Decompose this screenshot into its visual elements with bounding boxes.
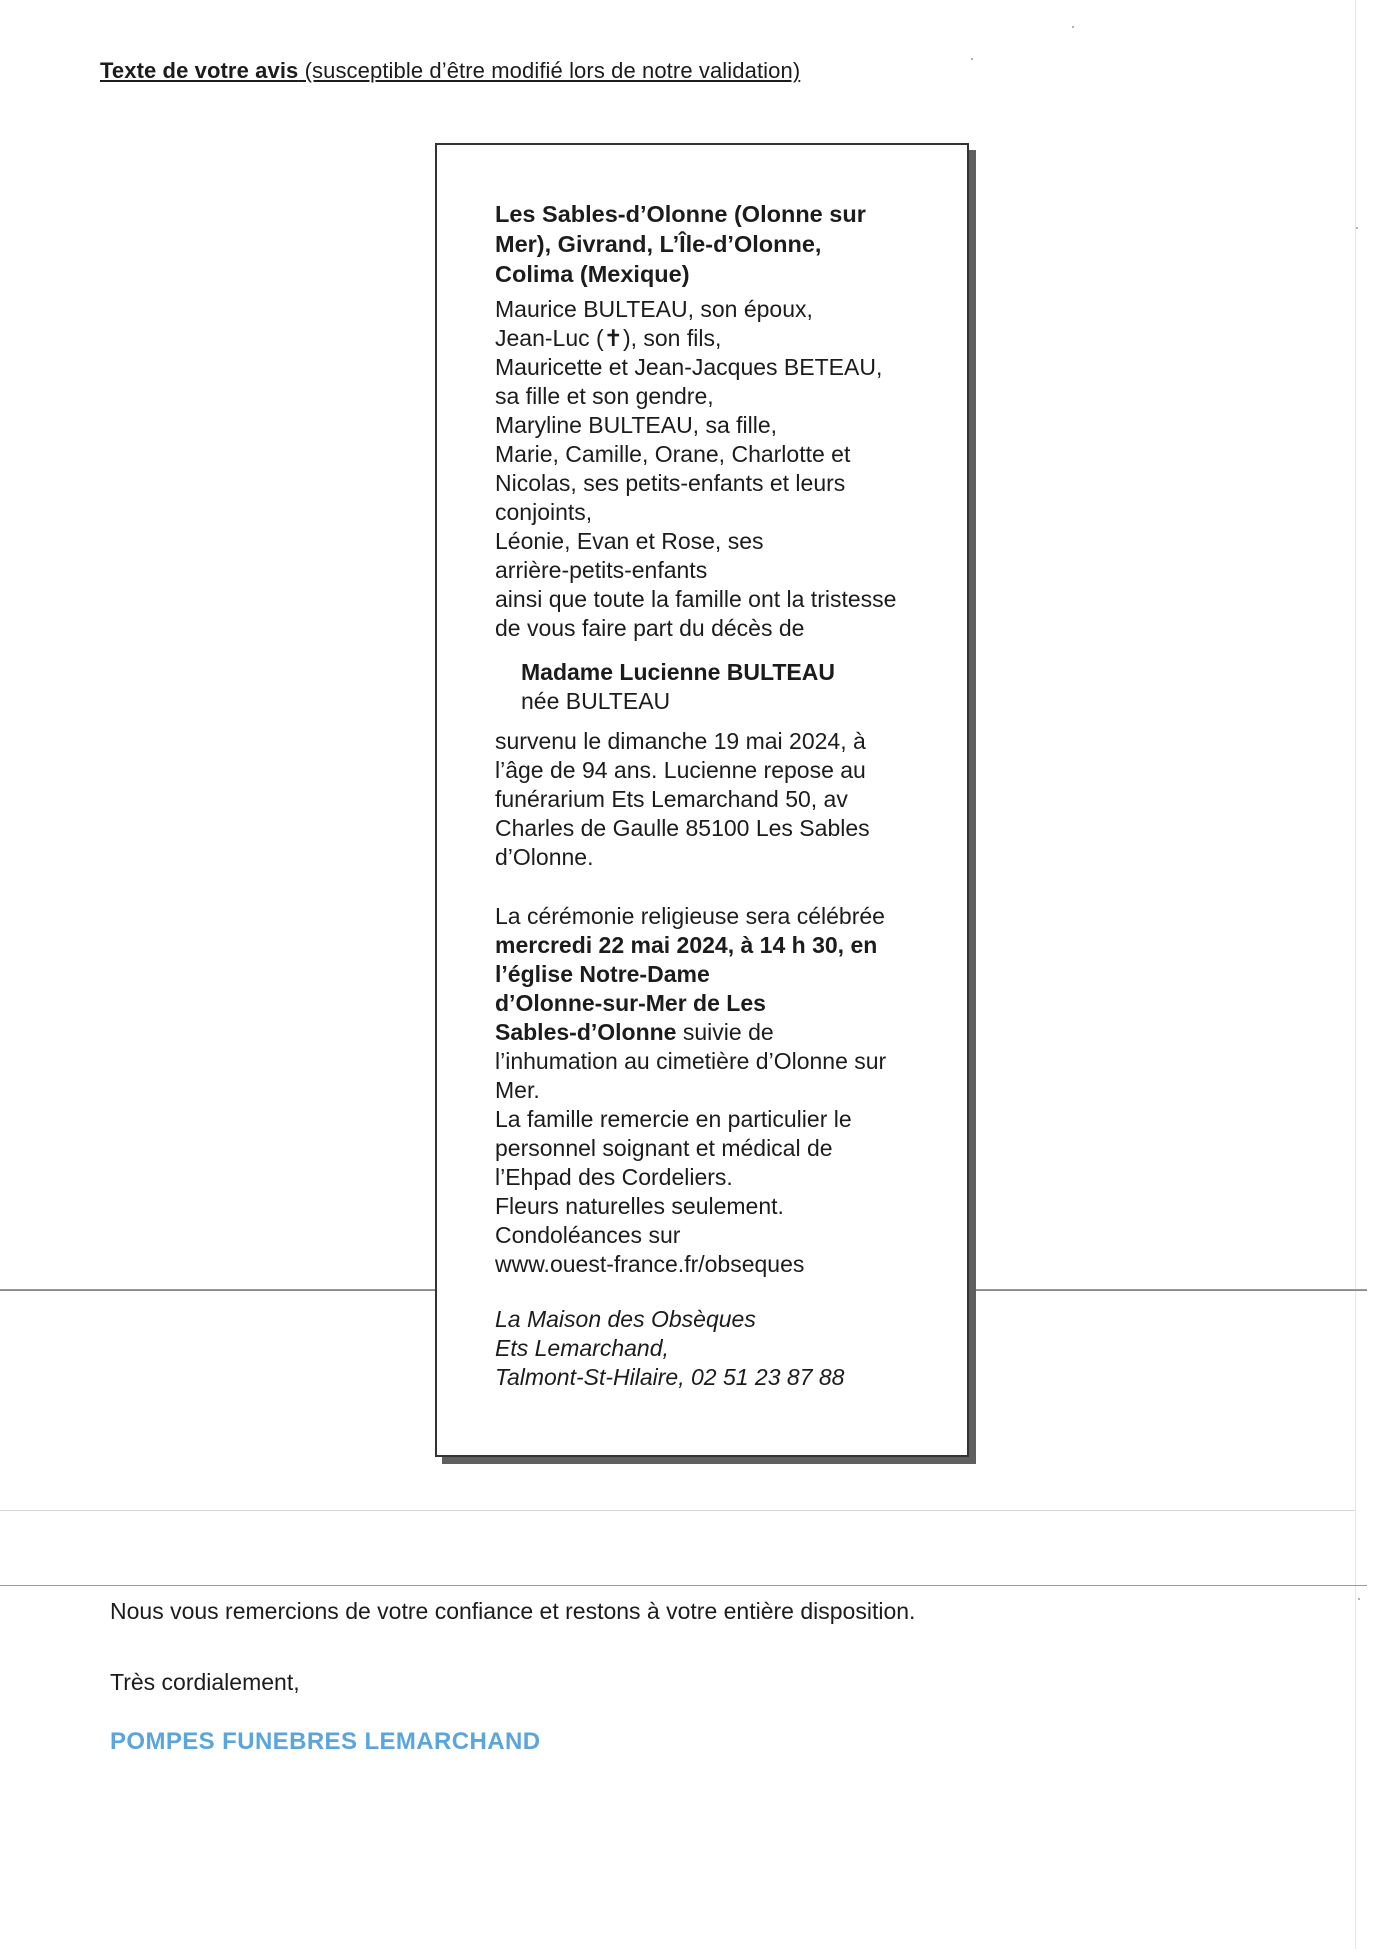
ceremony-line xyxy=(495,1076,540,1105)
death-details-line: d’Olonne. xyxy=(495,844,594,870)
death-details-line: funérarium Ets Lemarchand 50, av xyxy=(495,786,848,812)
family-line: Maryline BULTEAU, sa fille, xyxy=(495,412,778,438)
ceremony-segment: La famille remercie en particulier le xyxy=(495,1106,852,1132)
ceremony-segment: l’inhumation au cimetière d’Olonne sur xyxy=(495,1048,887,1074)
funeral-home-signature-line: Talmont-St-Hilaire, 02 51 23 87 88 xyxy=(495,1364,845,1390)
ceremony-line xyxy=(495,960,710,989)
death-details-line: l’âge de 94 ans. Lucienne repose au xyxy=(495,757,866,783)
ceremony-segment: mercredi 22 mai 2024, à 14 h 30, en xyxy=(495,932,878,958)
ceremony-line xyxy=(495,1192,784,1221)
closing-regards: Très cordialement, xyxy=(110,1669,300,1695)
family-line: arrière-petits-enfants xyxy=(495,557,708,583)
family-line: Mauricette et Jean-Jacques BETEAU, xyxy=(495,354,883,380)
ceremony-line xyxy=(495,989,766,1018)
ceremony-line xyxy=(495,1047,886,1076)
ceremony-segment: d’Olonne-sur-Mer de Les xyxy=(495,990,766,1016)
ceremony-line xyxy=(495,1134,833,1163)
family-line: Maurice BULTEAU, son époux, xyxy=(495,296,813,322)
ceremony-line xyxy=(495,1018,774,1047)
notice-heading-line: Les Sables-d’Olonne (Olonne sur xyxy=(495,201,866,227)
scan-rule-lower-faint xyxy=(0,1510,1355,1511)
scan-edge-rule xyxy=(1355,0,1356,1949)
obituary-url[interactable] xyxy=(495,1250,804,1279)
family-line: ainsi que toute la famille ont la tristesse xyxy=(495,586,897,612)
obituary-notice-box xyxy=(435,143,969,1457)
family-line: Marie, Camille, Orane, Charlotte et xyxy=(495,441,851,467)
family-line: de vous faire part du décès de xyxy=(495,615,805,641)
ceremony-segment: suivie de xyxy=(676,1019,774,1045)
header-note: (susceptible d’être modifié lors de notre validation) xyxy=(298,58,801,83)
ceremony-line xyxy=(495,1105,852,1134)
ceremony-segment: Sables-d’Olonne xyxy=(495,1019,677,1045)
ceremony-segment: Condoléances sur xyxy=(495,1222,681,1248)
funeral-home-signature-line: La Maison des Obsèques xyxy=(495,1306,756,1332)
obituary-notice-text xyxy=(495,145,955,1455)
ceremony-line xyxy=(495,1221,680,1250)
death-details-line: Charles de Gaulle 85100 Les Sables xyxy=(495,815,870,841)
scan-rule-lower xyxy=(0,1585,1367,1586)
deceased-birth-name: née BULTEAU xyxy=(521,688,671,714)
brand-name: POMPES FUNEBRES LEMARCHAND xyxy=(110,1728,541,1755)
family-line: Léonie, Evan et Rose, ses xyxy=(495,528,764,554)
header-lead: Texte de votre avis xyxy=(100,58,299,83)
ceremony-line xyxy=(495,902,885,931)
notice-heading-line: Colima (Mexique) xyxy=(495,261,690,287)
deceased-name: Madame Lucienne BULTEAU xyxy=(521,659,835,685)
family-line: sa fille et son gendre, xyxy=(495,383,714,409)
ceremony-segment: l’église Notre-Dame xyxy=(495,961,710,987)
ceremony-line xyxy=(495,1163,733,1192)
death-details-line: survenu le dimanche 19 mai 2024, à xyxy=(495,728,866,754)
scan-speck xyxy=(1072,26,1074,28)
ceremony-line xyxy=(495,931,877,960)
ceremony-segment: La cérémonie religieuse sera célébrée xyxy=(495,903,885,929)
ceremony-segment: Mer. xyxy=(495,1077,540,1103)
family-line: conjoints, xyxy=(495,499,593,525)
scan-speck xyxy=(1356,227,1358,229)
ceremony-segment: Fleurs naturelles seulement. xyxy=(495,1193,784,1219)
scan-speck xyxy=(971,58,973,60)
funeral-home-signature-line: Ets Lemarchand, xyxy=(495,1335,669,1361)
ceremony-segment: personnel soignant et médical de xyxy=(495,1135,833,1161)
ceremony-segment: l’Ehpad des Cordeliers. xyxy=(495,1164,733,1190)
family-line: Nicolas, ses petits-enfants et leurs xyxy=(495,470,846,496)
obituary-url-text[interactable]: www.ouest-france.fr/obseques xyxy=(495,1251,805,1277)
scan-speck xyxy=(1358,1598,1360,1600)
closing-thanks: Nous vous remercions de votre confiance et restons à votre entière disposition. xyxy=(110,1598,916,1624)
notice-header xyxy=(100,58,800,84)
notice-heading-line: Mer), Givrand, L’Île-d’Olonne, xyxy=(495,231,822,257)
family-line: Jean-Luc (✝), son fils, xyxy=(495,325,722,351)
